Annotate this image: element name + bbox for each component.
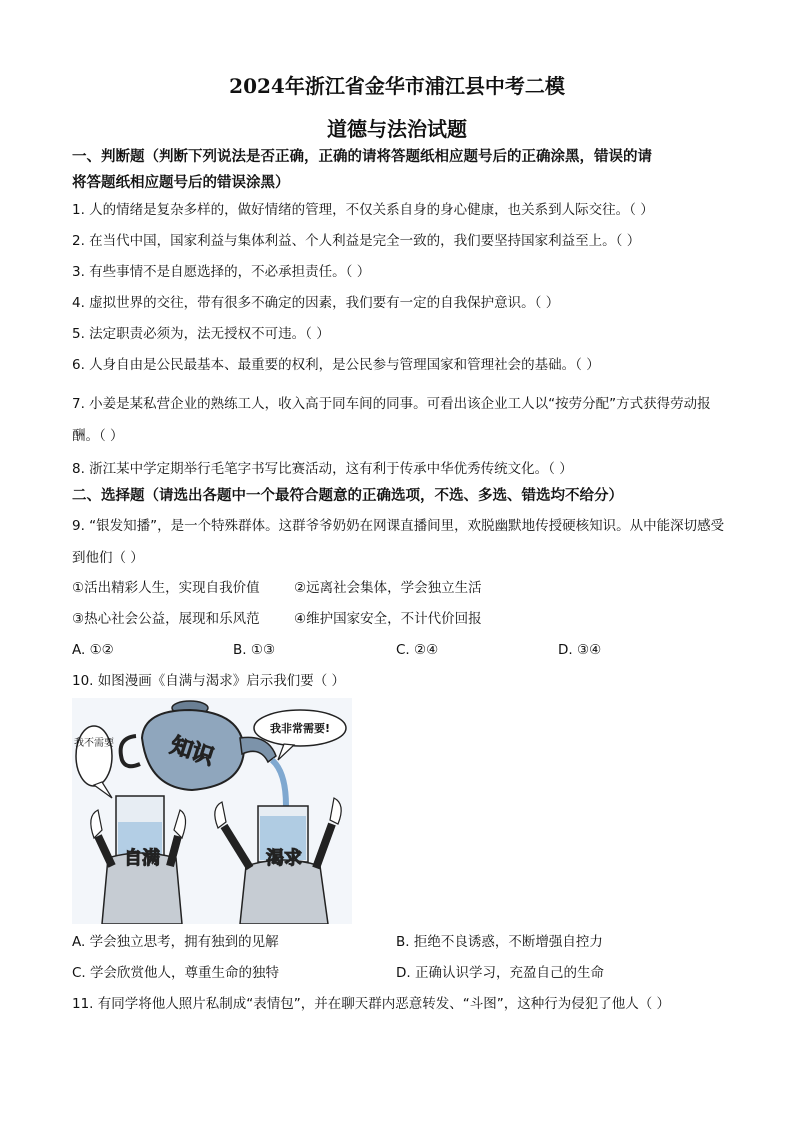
teapot-icon	[121, 701, 276, 790]
question-5: 5. 法定职责必须为，法无授权不可违。（ ）	[72, 326, 330, 342]
question-10-choice-b: B. 拒绝不良诱惑，不断增强自控力	[396, 934, 603, 950]
water-stream	[272, 760, 286, 806]
section2-heading: 二、选择题（请选出各题中一个最符合题意的正确选项，不选、多选、错选均不给分）	[72, 488, 623, 504]
left-bubble-text: 我不需要	[74, 738, 114, 749]
question-9-stem: 9. “银发知播”，是一个特殊群体。这群爷爷奶奶在网课直播间里，欢脱幽默地传授硬核知识。从中能深切感受到他们（ ）	[72, 518, 725, 566]
question-9-item-3: ③热心社会公益，展现和乐风范	[72, 611, 260, 627]
question-9-item-1: ①活出精彩人生，实现自我价值	[72, 580, 260, 596]
question-10-stem: 10. 如图漫画《自满与渴求》启示我们要（ ）	[72, 673, 346, 689]
question-1: 1. 人的情绪是复杂多样的，做好情绪的管理，不仅关系自身的身心健康，也关系到人际交往。（ ）	[72, 202, 654, 218]
page-title: 2024年浙江省金华市浦江县中考二模	[229, 74, 565, 98]
question-8: 8. 浙江某中学定期举行毛笔字书写比赛活动，这有利于传承中华优秀传统文化。（ ）	[72, 461, 573, 477]
right-bubble-text: 我非常需要!	[269, 722, 331, 735]
left-speech-bubble	[74, 726, 114, 798]
question-10-choice-d: D. 正确认识学习，充盈自己的生命	[396, 965, 604, 981]
right-figure-label: 渴求	[266, 848, 302, 869]
question-6: 6. 人身自由是公民最基本、最重要的权利，是公民参与管理国家和管理社会的基础。（ ）	[72, 357, 600, 373]
question-9-item-2: ②远离社会集体，学会独立生活	[294, 580, 482, 596]
question-9-choice-b: B. ①③	[233, 642, 276, 658]
question-10-choice-a: A. 学会独立思考，拥有独到的见解	[72, 934, 279, 950]
question-11-stem: 11. 有同学将他人照片私制成“表情包”，并在聊天群内恶意转发、“斗图”，这种行为侵犯了他人（ ）	[72, 996, 671, 1012]
question-10-choice-c: C. 学会欣赏他人，尊重生命的独特	[72, 965, 280, 981]
left-figure	[91, 796, 186, 924]
question-9-item-4: ④维护国家安全，不计代价回报	[294, 611, 482, 627]
page-subtitle: 道德与法治试题	[327, 117, 467, 141]
question-9-choice-c: C. ②④	[396, 642, 439, 658]
right-figure	[215, 798, 341, 924]
question-9-choice-d: D. ③④	[558, 642, 602, 658]
question-4: 4. 虚拟世界的交往，带有很多不确定的因素，我们要有一定的自我保护意识。（ ）	[72, 295, 560, 311]
section1-heading-line1: 一、判断题（判断下列说法是否正确，正确的请将答题纸相应题号后的正确涂黑，错误的请	[72, 149, 652, 165]
teapot-label: 知识	[167, 733, 217, 771]
question-3: 3. 有些事情不是自愿选择的，不必承担责任。（ ）	[72, 264, 371, 280]
cartoon-image	[72, 698, 352, 924]
question-9-choice-a: A. ①②	[72, 642, 114, 658]
question-2: 2. 在当代中国，国家利益与集体利益、个人利益是完全一致的，我们要坚持国家利益至上。（ ）	[72, 233, 641, 249]
question-7: 7. 小姜是某私营企业的熟练工人，收入高于同车间的同事。可看出该企业工人以“按劳分配”方式获得劳动报酬。（ ）	[72, 396, 711, 444]
section1-heading-line2: 将答题纸相应题号后的错误涂黑）	[72, 175, 290, 191]
left-figure-label: 自满	[124, 848, 160, 869]
